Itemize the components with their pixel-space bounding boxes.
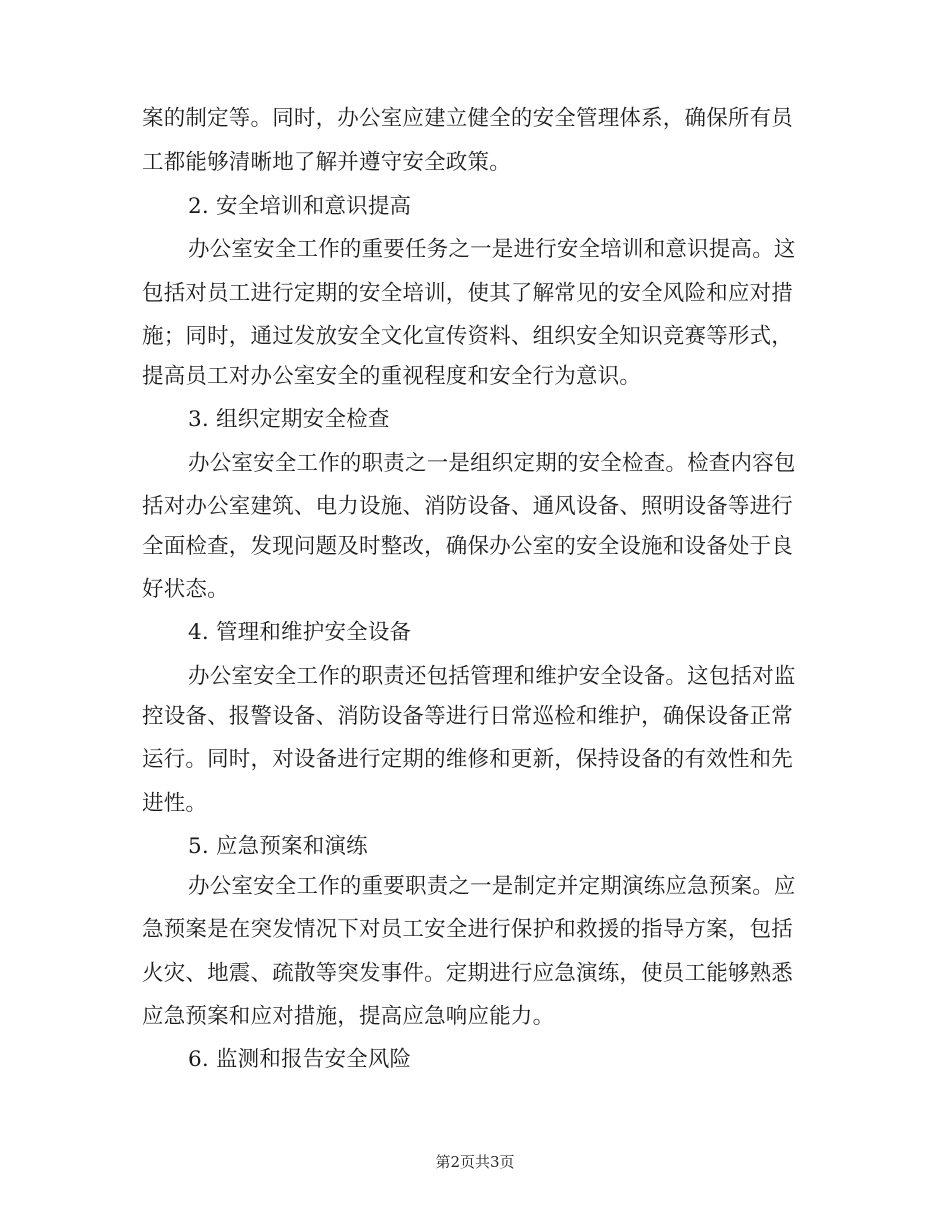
section-heading-2: 2. 安全培训和意识提高	[188, 194, 412, 219]
body-text-line: 提高员工对办公室安全的重视程度和安全行为意识。	[142, 364, 642, 389]
body-text-line: 施；同时，通过发放安全文化宣传资料、组织安全知识竞赛等形式，	[142, 324, 794, 349]
section-heading-5: 5. 应急预案和演练	[188, 834, 368, 859]
page-number-footer: 第2页共3页	[435, 1153, 515, 1171]
body-text-line: 好状态。	[142, 577, 229, 602]
body-text-line: 包括对员工进行定期的安全培训，使其了解常见的安全风险和应对措	[142, 281, 794, 306]
section-heading-6: 6. 监测和报告安全风险	[188, 1047, 412, 1072]
body-text-line: 办公室安全工作的重要任务之一是进行安全培训和意识提高。这	[188, 237, 796, 262]
body-text-line: 办公室安全工作的职责还包括管理和维护安全设备。这包括对监	[188, 664, 796, 689]
body-text-line: 运行。同时，对设备进行定期的维修和更新，保持设备的有效性和先	[142, 747, 794, 772]
body-text-line: 进性。	[142, 791, 208, 816]
body-text-line: 办公室安全工作的重要职责之一是制定并定期演练应急预案。应	[188, 874, 796, 899]
body-text-line: 控设备、报警设备、消防设备等进行日常巡检和维护，确保设备正常	[142, 704, 794, 729]
body-text-line: 全面检查，发现问题及时整改，确保办公室的安全设施和设备处于良	[142, 534, 794, 559]
body-text-line: 括对办公室建筑、电力设施、消防设备、通风设备、照明设备等进行	[142, 494, 794, 519]
section-heading-3: 3. 组织定期安全检查	[188, 407, 390, 432]
body-text-line: 工都能够清晰地了解并遵守安全政策。	[142, 150, 511, 175]
section-heading-4: 4. 管理和维护安全设备	[188, 620, 412, 645]
body-text-line: 火灾、地震、疏散等突发事件。定期进行应急演练，使员工能够熟悉	[142, 961, 794, 986]
body-text-line: 应急预案和应对措施，提高应急响应能力。	[142, 1004, 555, 1029]
body-text-line: 案的制定等。同时，办公室应建立健全的安全管理体系，确保所有员	[142, 106, 794, 131]
body-text-line: 办公室安全工作的职责之一是组织定期的安全检查。检查内容包	[188, 451, 796, 476]
body-text-line: 急预案是在突发情况下对员工安全进行保护和救援的指导方案，包括	[142, 917, 794, 942]
